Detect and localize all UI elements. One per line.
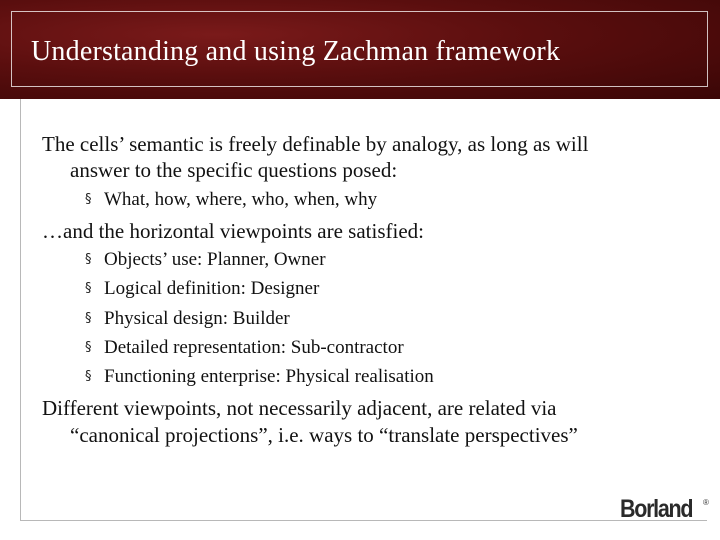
bullet-marker: § [85, 311, 92, 326]
title-bar [0, 0, 720, 99]
registered-mark-icon: ® [703, 498, 709, 507]
bullet-item: Physical design: Builder [104, 308, 290, 329]
bullet-marker: § [85, 369, 92, 384]
bullet-marker: § [85, 192, 92, 207]
slide-title: Understanding and using Zachman framework [31, 36, 561, 67]
bullet-marker: § [85, 340, 92, 355]
bullet-marker: § [85, 281, 92, 296]
paragraph-1-line-2: answer to the specific questions posed: [70, 158, 398, 182]
bullet-item: Logical definition: Designer [104, 278, 320, 299]
paragraph-3-line-1: Different viewpoints, not necessarily adjacent, are related via [42, 396, 557, 420]
bullet-item: Functioning enterprise: Physical realisation [104, 366, 434, 387]
bullet-marker: § [85, 252, 92, 267]
paragraph-1-line-1: The cells’ semantic is freely definable by analogy, as long as will [42, 132, 589, 156]
bullet-item: What, how, where, who, when, why [104, 189, 378, 210]
paragraph-3-line-2: “canonical projections”, i.e. ways to “translate perspectives” [70, 423, 578, 447]
bullet-item: Detailed representation: Sub-contractor [104, 337, 404, 358]
borland-logo: Borland [620, 495, 693, 523]
paragraph-2: …and the horizontal viewpoints are satisfied: [42, 219, 424, 243]
bullet-item: Objects’ use: Planner, Owner [104, 249, 326, 270]
